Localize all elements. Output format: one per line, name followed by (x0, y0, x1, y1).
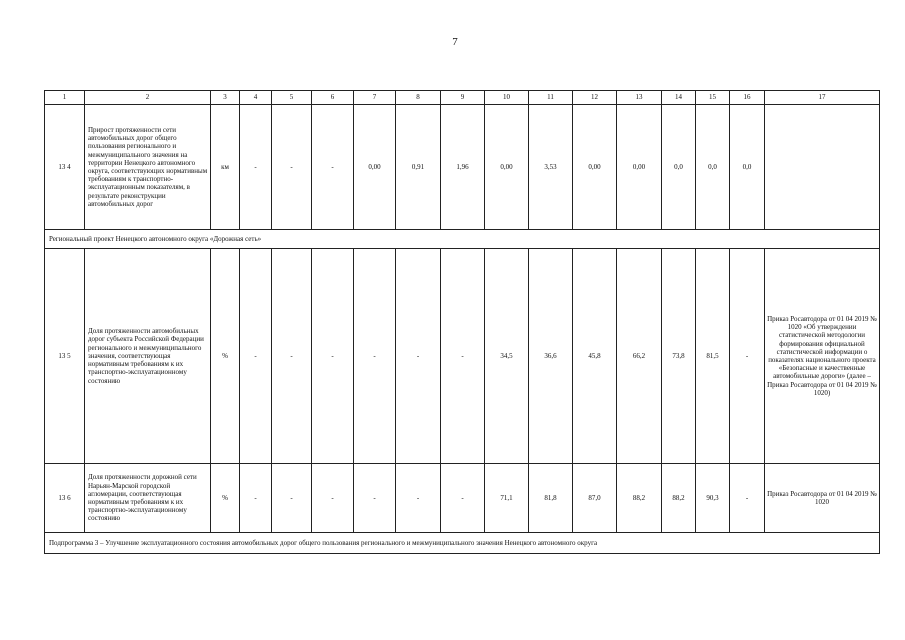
column-number: 16 (730, 91, 765, 105)
column-number: 4 (240, 91, 272, 105)
column-number: 6 (312, 91, 354, 105)
row-value: 1,96 (441, 105, 485, 230)
row-unit: % (211, 249, 240, 464)
row-value: - (312, 464, 354, 533)
row-note (765, 105, 880, 230)
row-value: 3,53 (529, 105, 573, 230)
row-value: 0,0 (662, 105, 696, 230)
row-value: 87,0 (573, 464, 617, 533)
row-value: 88,2 (617, 464, 662, 533)
page-number: 7 (452, 36, 458, 48)
row-value: - (441, 249, 485, 464)
column-number: 17 (765, 91, 880, 105)
column-number: 11 (529, 91, 573, 105)
column-number-row (45, 91, 880, 105)
row-value: 0,0 (696, 105, 730, 230)
row-value: - (240, 464, 272, 533)
section-row (45, 230, 880, 249)
row-value: - (396, 249, 441, 464)
row-description: Прирост протяженности сети автомобильных дорог общего пользования регионального и межмуниципального значения на территории Ненецкого автономного округа, соответствующих нормативным требованиям к транспортно-эксплуатационным показателям, в результате реконструкции автомобильных дорог (85, 105, 211, 230)
row-value: - (272, 464, 312, 533)
row-value: 34,5 (485, 249, 529, 464)
row-value: 90,3 (696, 464, 730, 533)
row-value: 0,00 (617, 105, 662, 230)
row-id: 13 6 (45, 464, 85, 533)
row-description: Доля протяженности дорожной сети Нарьян-Марской городской агломерации, соответствующая нормативным требованиям к их транспортно-эксплуатационному состоянию (85, 464, 211, 533)
row-value: 0,00 (485, 105, 529, 230)
row-value: - (730, 464, 765, 533)
subprogram-row (45, 533, 880, 554)
row-value: 0,00 (354, 105, 396, 230)
column-number: 8 (396, 91, 441, 105)
row-value: 73,8 (662, 249, 696, 464)
row-value: 36,6 (529, 249, 573, 464)
column-number: 7 (354, 91, 396, 105)
section-subprogram: Подпрограмма 3 – Улучшение эксплуатационного состояния автомобильных дорог общего пользования регионального и межмуниципального значения Ненецкого автономного округа (45, 533, 880, 554)
row-note: Приказ Росавтодора от 01 04 2019 № 1020 (765, 464, 880, 533)
column-number: 14 (662, 91, 696, 105)
row-value: 71,1 (485, 464, 529, 533)
row-id: 13 5 (45, 249, 85, 464)
column-number: 15 (696, 91, 730, 105)
row-value: - (396, 464, 441, 533)
row-description: Доля протяженности автомобильных дорог субъекта Российской Федерации регионального и межмуниципального значения, соответствующая нормативным требованиям к их транспортно-эксплуатационному состоянию (85, 249, 211, 464)
row-value: - (441, 464, 485, 533)
row-value: - (354, 249, 396, 464)
table-row (45, 249, 880, 464)
row-value: 45,8 (573, 249, 617, 464)
row-value: - (312, 105, 354, 230)
column-number: 3 (211, 91, 240, 105)
table-row (45, 464, 880, 533)
row-value: 66,2 (617, 249, 662, 464)
row-value: 81,8 (529, 464, 573, 533)
column-number: 10 (485, 91, 529, 105)
table-row (45, 105, 880, 230)
column-number: 1 (45, 91, 85, 105)
row-value: - (312, 249, 354, 464)
row-value: - (240, 105, 272, 230)
column-number: 9 (441, 91, 485, 105)
column-number: 13 (617, 91, 662, 105)
column-number: 5 (272, 91, 312, 105)
row-value: - (240, 249, 272, 464)
row-value: - (272, 249, 312, 464)
section-regional-project: Региональный проект Ненецкого автономного округа «Дорожная сеть» (45, 230, 880, 249)
column-number: 12 (573, 91, 617, 105)
row-value: 81,5 (696, 249, 730, 464)
indicators-table (44, 90, 880, 554)
row-value: - (354, 464, 396, 533)
row-value: 0,00 (573, 105, 617, 230)
row-value: 88,2 (662, 464, 696, 533)
row-value: 0,0 (730, 105, 765, 230)
row-note: Приказ Росавтодора от 01 04 2019 № 1020 «Об утверждении статистической методологии формирования официальной статистической информации о показателях национального проекта «Безопасные и качественные автомобильные дороги» (далее – Приказ Росавтодора от 01 04 2019 № 1020) (765, 249, 880, 464)
row-value: - (730, 249, 765, 464)
column-number: 2 (85, 91, 211, 105)
row-unit: км (211, 105, 240, 230)
row-unit: % (211, 464, 240, 533)
row-value: 0,91 (396, 105, 441, 230)
row-id: 13 4 (45, 105, 85, 230)
row-value: - (272, 105, 312, 230)
